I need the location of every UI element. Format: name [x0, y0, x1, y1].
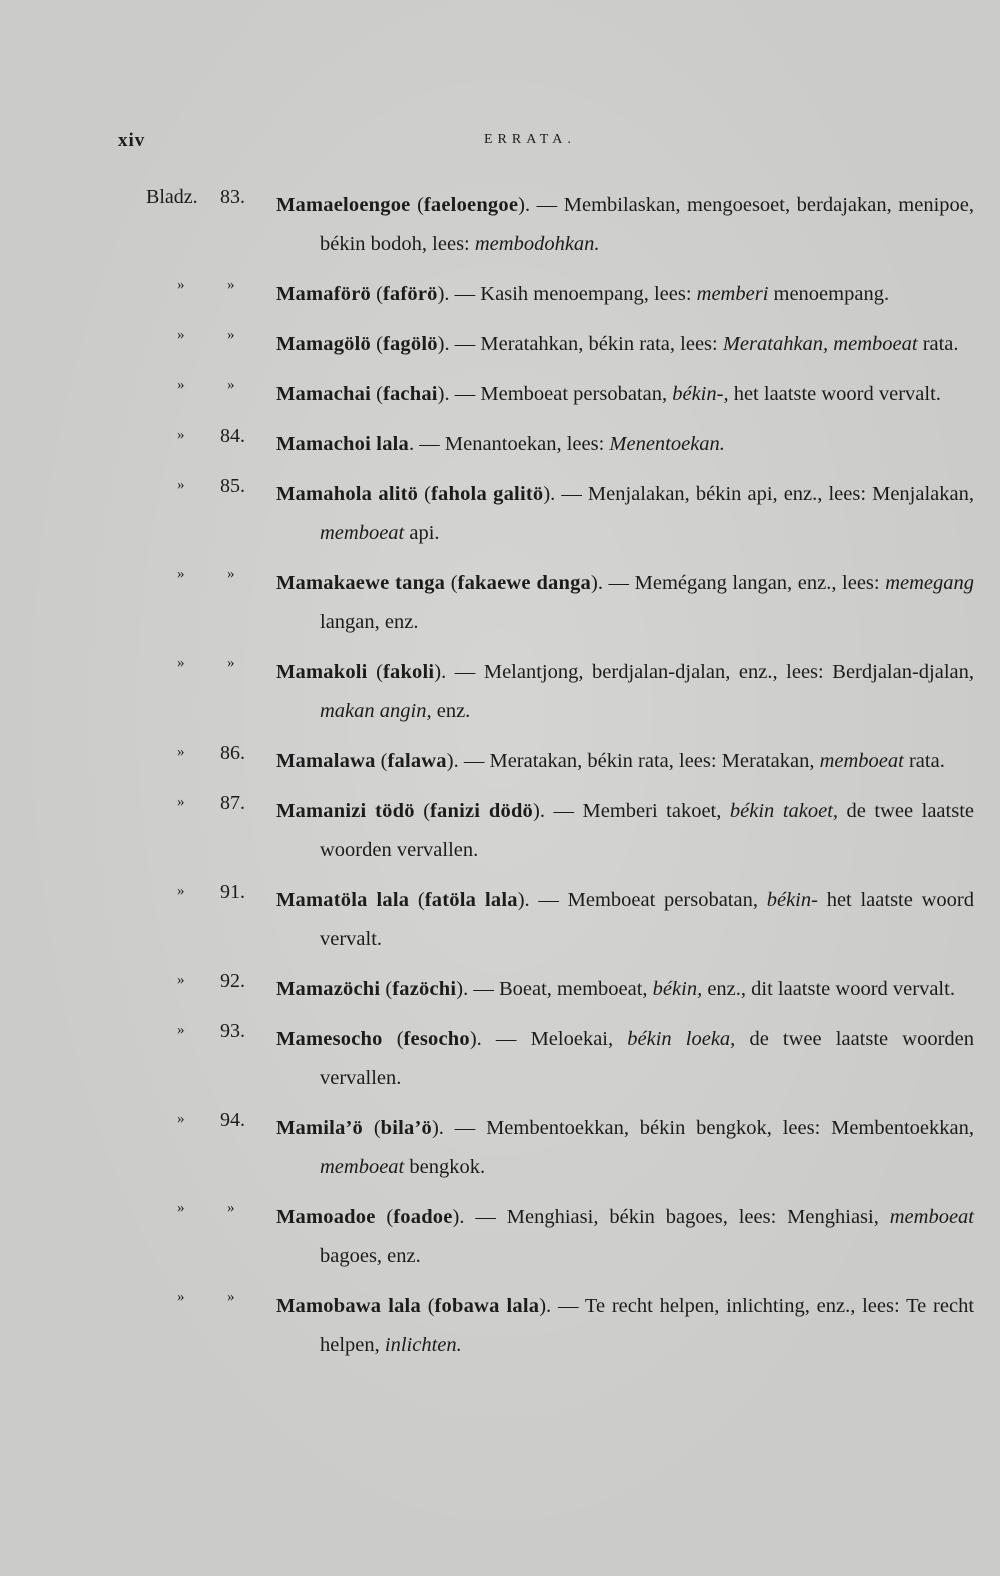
ditto-mark: » — [177, 566, 185, 582]
headword: fobawa lala — [434, 1295, 540, 1317]
entry-text-run: ). — Meratahkan, békin rata, lees: — [437, 333, 723, 355]
errata-entry — [0, 1020, 1000, 1098]
headword: Mamila’ö — [276, 1117, 363, 1139]
page-reference: 84. — [220, 425, 245, 447]
entry-text-run: ( — [375, 1206, 394, 1228]
headword: Mamalawa — [276, 750, 376, 772]
ditto-mark: » — [177, 1022, 185, 1038]
entry-text — [276, 742, 974, 781]
headword: Mamatöla lala — [276, 889, 410, 911]
italic-correction: békin takoet, — [729, 800, 839, 822]
entry-text — [276, 1287, 974, 1365]
headword: Mamobawa lala — [276, 1295, 421, 1317]
entry-reference — [0, 1287, 270, 1321]
entry-text-run: enz. — [431, 700, 471, 722]
entry-reference — [0, 881, 270, 915]
italic-correction: inlichten. — [384, 1334, 462, 1356]
errata-entry — [0, 970, 1000, 1009]
entry-text-run: ). — Melantjong, berdjalan-djalan, enz., lees: Berdjalan-djalan, — [434, 661, 975, 683]
ditto-mark: » — [177, 655, 185, 671]
ditto-mark: » — [177, 744, 185, 760]
italic-correction: membodohkan. — [474, 233, 600, 255]
headword: Mamahola alitö — [276, 483, 419, 505]
errata-entry — [0, 1198, 1000, 1276]
entry-text — [276, 1198, 974, 1276]
italic-correction: makan angin, — [320, 700, 432, 722]
ditto-mark: » — [177, 972, 185, 988]
errata-entry — [0, 1287, 1000, 1365]
errata-list — [0, 186, 1000, 1376]
entry-text-run: rata. — [917, 333, 959, 355]
entry-text-run: ). — Kasih menoempang, lees: — [437, 283, 697, 305]
headword: fagölö — [382, 333, 438, 355]
page-reference: 91. — [220, 881, 245, 903]
italic-correction: békin- — [766, 889, 818, 911]
errata-entry — [0, 375, 1000, 414]
entry-text-run: ). — Membentoekkan, békin bengkok, lees: Membentoekkan, — [431, 1117, 974, 1139]
entry-text-run: ). — Te recht helpen, inlichting, enz., lees: Te recht helpen, — [320, 1295, 975, 1356]
errata-entry — [0, 653, 1000, 731]
ditto-mark: » — [177, 477, 185, 493]
headword: falawa — [387, 750, 447, 772]
entry-reference — [0, 564, 270, 598]
headword: Mamaeloengoe — [276, 194, 411, 216]
headword: fakaewe danga — [457, 572, 592, 594]
entry-reference — [0, 425, 270, 459]
page-reference: 85. — [220, 475, 245, 497]
entry-text-run: ). — Meloekai, — [469, 1028, 628, 1050]
entry-text-run: ( — [370, 283, 383, 305]
entry-text-run: ). — Meratakan, békin rata, lees: Meratakan, — [446, 750, 820, 772]
ditto-mark: » — [177, 883, 185, 899]
entry-text-run: het laatste woord vervalt. — [320, 889, 974, 950]
headword: faeloengoe — [423, 194, 519, 216]
entry-text — [276, 425, 974, 464]
headword: Mamagölö — [276, 333, 371, 355]
entry-text-run: ( — [375, 750, 388, 772]
entry-text-run: langan, enz. — [320, 611, 419, 633]
ditto-mark: » — [177, 1289, 185, 1305]
errata-entry — [0, 425, 1000, 464]
entry-text-run: de twee laatste woorden vervallen. — [320, 1028, 974, 1089]
entry-reference — [0, 375, 270, 409]
errata-entry — [0, 186, 1000, 264]
entry-text-run: ( — [418, 483, 432, 505]
errata-entry — [0, 275, 1000, 314]
headword: bila’ö — [380, 1117, 432, 1139]
ditto-mark: » — [177, 1200, 185, 1216]
entry-reference — [0, 186, 270, 220]
entry-text-run: ( — [410, 194, 424, 216]
ditto-mark: » — [227, 1289, 235, 1305]
errata-entry — [0, 792, 1000, 870]
entry-text-run: ( — [409, 889, 425, 911]
headword: Mamazöchi — [276, 978, 381, 1000]
entry-text-run: api. — [404, 522, 440, 544]
ditto-mark: » — [227, 377, 235, 393]
headword: fatöla lala — [424, 889, 518, 911]
entry-text — [276, 375, 974, 414]
ditto-mark: » — [177, 794, 185, 810]
entry-reference — [0, 742, 270, 776]
entry-text — [276, 653, 974, 731]
page-reference: 92. — [220, 970, 245, 992]
headword: Mamesocho — [276, 1028, 383, 1050]
italic-correction: memberi — [696, 283, 769, 305]
entry-text-run: ( — [363, 1117, 381, 1139]
entry-text-run: ). — Memboeat persobatan, — [517, 889, 767, 911]
headword: foadoe — [393, 1206, 453, 1228]
entry-text — [276, 970, 974, 1009]
entry-text — [276, 275, 974, 314]
errata-entry — [0, 325, 1000, 364]
headword: faförö — [382, 283, 438, 305]
ditto-mark: » — [227, 277, 235, 293]
page-header — [0, 130, 1000, 160]
errata-entry — [0, 881, 1000, 959]
entry-text-run: ( — [420, 1295, 435, 1317]
entry-text-run: ). — Menghiasi, békin bagoes, lees: Menghiasi, — [452, 1206, 890, 1228]
errata-entry — [0, 1109, 1000, 1187]
headword: fahola galitö — [431, 483, 544, 505]
headword: fakoli — [382, 661, 435, 683]
page-reference: 93. — [220, 1020, 245, 1042]
entry-text-run: bengkok. — [404, 1156, 486, 1178]
entry-text-run: ( — [414, 800, 431, 822]
italic-correction: Menentoekan. — [609, 433, 725, 455]
entry-text-run: ( — [367, 661, 383, 683]
entry-text-run: ). — Memboeat persobatan, — [437, 383, 673, 405]
ditto-mark: » — [227, 655, 235, 671]
entry-text — [276, 792, 974, 870]
italic-correction: memboeat — [889, 1206, 975, 1228]
page-reference: 83. — [220, 186, 245, 208]
ditto-mark: » — [177, 427, 185, 443]
errata-entry — [0, 475, 1000, 553]
ditto-mark: » — [177, 377, 185, 393]
page-reference: 87. — [220, 792, 245, 814]
entry-text-run: ( — [370, 383, 383, 405]
ditto-mark: » — [227, 327, 235, 343]
headword: Mamachai — [276, 383, 371, 405]
entry-text-run: ). — Memberi takoet, — [533, 800, 730, 822]
headword: Mamakoli — [276, 661, 368, 683]
headword: Mamanizi tödö — [276, 800, 415, 822]
errata-entry — [0, 742, 1000, 781]
entry-text-run: het laatste woord vervalt. — [728, 383, 941, 405]
headword: Mamoadoe — [276, 1206, 376, 1228]
entry-text-run: de twee laatste woorden vervallen. — [320, 800, 974, 861]
ditto-mark: » — [177, 327, 185, 343]
entry-text-run: ). — Membilaskan, mengoesoet, berdajakan, menipoe, békin bodoh, lees: — [320, 194, 975, 255]
entry-reference — [0, 1020, 270, 1054]
headword: fanizi dödö — [430, 800, 534, 822]
headword: Mamakaewe tanga — [276, 572, 446, 594]
entry-reference — [0, 970, 270, 1004]
entry-text-run: ( — [380, 978, 393, 1000]
errata-entry — [0, 564, 1000, 642]
entry-text-run: menoempang. — [768, 283, 890, 305]
entry-text — [276, 325, 974, 364]
italic-correction: békin, — [652, 978, 703, 1000]
entry-reference — [0, 275, 270, 309]
page-reference: 94. — [220, 1109, 245, 1131]
ditto-mark: » — [227, 1200, 235, 1216]
entry-reference — [0, 325, 270, 359]
entry-text-run: bagoes, enz. — [320, 1245, 421, 1267]
headword: fazöchi — [392, 978, 457, 1000]
italic-correction: Meratahkan, memboeat — [722, 333, 918, 355]
entry-text-run: ( — [445, 572, 458, 594]
entry-text — [276, 564, 974, 642]
entry-text-run: rata. — [903, 750, 945, 772]
entry-reference — [0, 792, 270, 826]
entry-text — [276, 881, 974, 959]
italic-correction: memegang — [885, 572, 974, 594]
entry-text-run: ). — Boeat, memboeat, — [456, 978, 653, 1000]
entry-text — [276, 1109, 974, 1187]
entry-text — [276, 475, 974, 553]
entry-text — [276, 1020, 974, 1098]
ditto-mark: » — [177, 1111, 185, 1127]
entry-text-run: enz., dit laatste woord vervalt. — [702, 978, 955, 1000]
italic-correction: békin-, — [672, 383, 729, 405]
headword: Mamaförö — [276, 283, 371, 305]
ditto-mark: » — [177, 277, 185, 293]
entry-text-run: ( — [382, 1028, 404, 1050]
italic-correction: békin loeka, — [627, 1028, 736, 1050]
entry-text-run: ). — Memégang langan, enz., lees: — [591, 572, 886, 594]
page-reference: 86. — [220, 742, 245, 764]
headword: fachai — [382, 383, 438, 405]
entry-text — [276, 186, 974, 264]
italic-correction: memboeat — [320, 522, 405, 544]
headword: fesocho — [403, 1028, 470, 1050]
entry-reference — [0, 475, 270, 509]
ditto-mark: » — [227, 566, 235, 582]
entry-text-run: . — Menantoekan, lees: — [409, 433, 610, 455]
running-head: ERRATA. — [484, 132, 576, 147]
entry-reference — [0, 653, 270, 687]
headword: Mamachoi lala — [276, 433, 409, 455]
entry-reference — [0, 1109, 270, 1143]
bladz-label: Bladz. — [146, 186, 198, 208]
entry-text-run: ). — Menjalakan, békin api, enz., lees: Menjalakan, — [543, 483, 974, 505]
entry-reference — [0, 1198, 270, 1232]
italic-correction: memboeat — [819, 750, 904, 772]
entry-text-run: ( — [370, 333, 383, 355]
italic-correction: memboeat — [320, 1156, 405, 1178]
page-number: xiv — [118, 130, 146, 151]
